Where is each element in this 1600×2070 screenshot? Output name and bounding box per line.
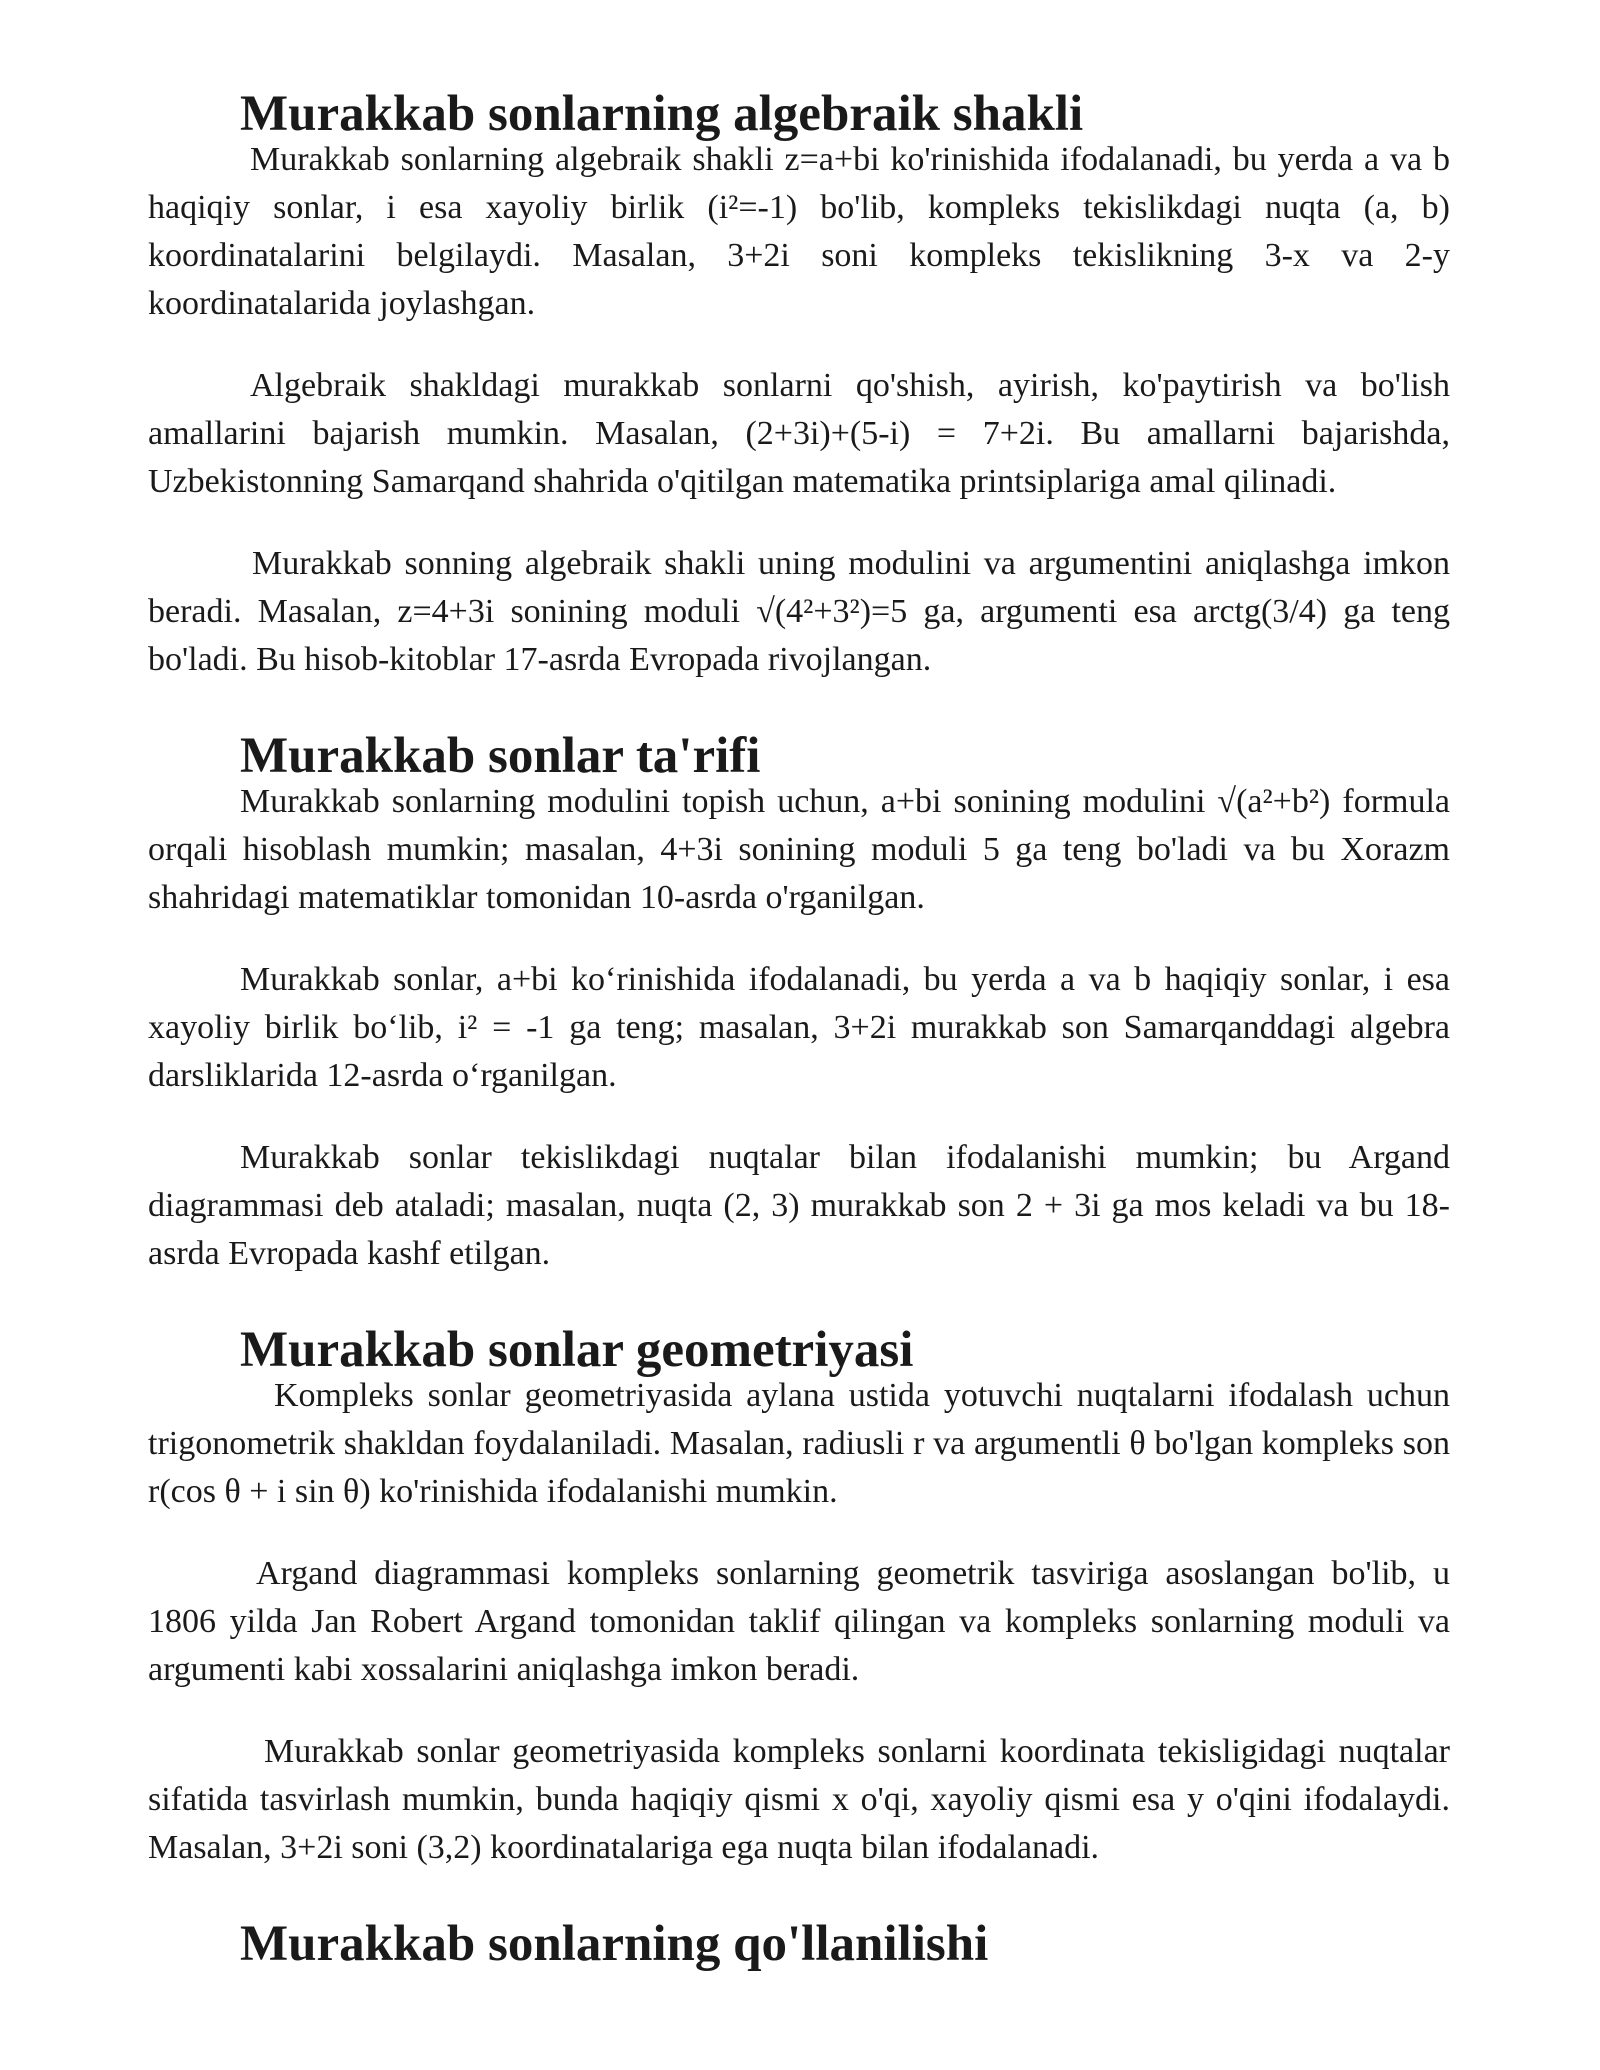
paragraph: Murakkab sonning algebraik shakli uning modulini va argumentini aniqlashga imkon beradi. Masalan, z=4+3i sonining moduli √(4²+3²)=5 ga, argumenti esa arctg(3/4) ga teng bo'ladi. Bu hisob-kitoblar 17-asrda Evropada rivojlangan. [148, 545, 1450, 678]
section-heading-algebraic-form: Murakkab sonlarning algebraik shakli [240, 86, 1084, 142]
section-heading-geometry: Murakkab sonlar geometriyasi [240, 1322, 914, 1378]
document-page [148, 86, 1450, 1972]
paragraph: Murakkab sonlar, a+bi ko‘rinishida ifodalanadi, bu yerda a va b haqiqiy sonlar, i esa xayoliy birlik bo‘lib, i² = -1 ga teng; masalan, 3+2i murakkab son Samarqanddagi algebra darsliklarida 12-asrda o‘rganilgan. [148, 961, 1450, 1094]
paragraph: Murakkab sonlar geometriyasida kompleks sonlarni koordinata tekisligidagi nuqtalar sifatida tasvirlash mumkin, bunda haqiqiy qismi x o'qi, xayoliy qismi esa y o'qini ifodalaydi. Masalan, 3+2i soni (3,2) koordinatalariga ega nuqta bilan ifodalanadi. [148, 1733, 1450, 1866]
paragraph: Murakkab sonlar tekislikdagi nuqtalar bilan ifodalanishi mumkin; bu Argand diagrammasi deb ataladi; masalan, nuqta (2, 3) murakkab son 2 + 3i ga mos keladi va bu 18-asrda Evropada kashf etilgan. [148, 1139, 1450, 1272]
section-heading-definition: Murakkab sonlar ta'rifi [240, 728, 761, 784]
paragraph: Algebraik shakldagi murakkab sonlarni qo'shish, ayirish, ko'paytirish va bo'lish amallarini bajarish mumkin. Masalan, (2+3i)+(5-i) = 7+2i. Bu amallarni bajarishda, Uzbekistonning Samarqand shahrida o'qitilgan matematika printsiplariga amal qilinadi. [148, 367, 1450, 500]
paragraph: Murakkab sonlarning modulini topish uchun, a+bi sonining modulini √(a²+b²) formula orqali hisoblash mumkin; masalan, 4+3i sonining moduli 5 ga teng bo'ladi va bu Xorazm shahridagi matematiklar tomonidan 10-asrda o'rganilgan. [148, 783, 1450, 916]
paragraph: Kompleks sonlar geometriyasida aylana ustida yotuvchi nuqtalarni ifodalash uchun trigonometrik shakldan foydalaniladi. Masalan, radiusli r va argumentli θ bo'lgan kompleks son r(cos θ + i sin θ) ko'rinishida ifodalanishi mumkin. [148, 1377, 1450, 1510]
paragraph: Murakkab sonlarning algebraik shakli z=a+bi ko'rinishida ifodalanadi, bu yerda a va b haqiqiy sonlar, i esa xayoliy birlik (i²=-1) bo'lib, kompleks tekislikdagi nuqta (a, b) koordinatalarini belgilaydi. Masalan, 3+2i soni kompleks tekislikning 3-x va 2-y koordinatalarida joylashgan. [148, 141, 1450, 322]
paragraph: Argand diagrammasi kompleks sonlarning geometrik tasviriga asoslangan bo'lib, u 1806 yilda Jan Robert Argand tomonidan taklif qilingan va kompleks sonlarning moduli va argumenti kabi xossalarini aniqlashga imkon beradi. [148, 1555, 1450, 1688]
section-heading-applications: Murakkab sonlarning qo'llanilishi [240, 1916, 989, 1972]
